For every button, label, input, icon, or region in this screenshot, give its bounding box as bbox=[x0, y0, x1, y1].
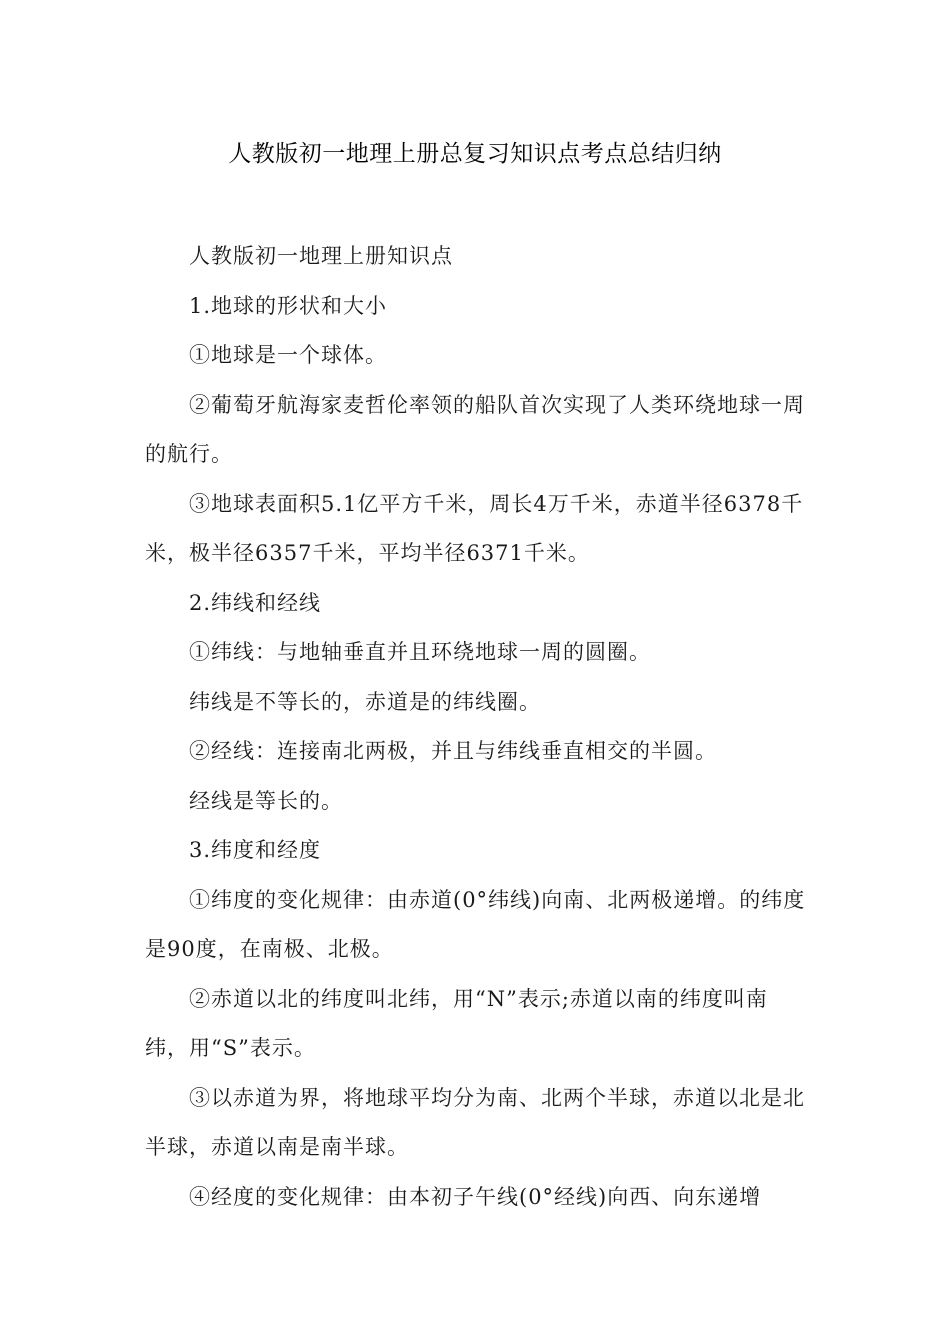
document-title: 人教版初一地理上册总复习知识点考点总结归纳 bbox=[228, 141, 722, 167]
paragraph: ②葡萄牙航海家麦哲伦率领的船队首次实现了人类环绕地球一周的航行。 bbox=[145, 392, 805, 466]
section-heading-1: 1.地球的形状和大小 bbox=[189, 293, 388, 318]
paragraph: ③以赤道为界，将地球平均分为南、北两个半球，赤道以北是北半球，赤道以南是南半球。 bbox=[145, 1085, 805, 1159]
paragraph: ④经度的变化规律：由本初子午线(0°经线)向西、向东递增 bbox=[189, 1184, 762, 1209]
paragraph: ①地球是一个球体。 bbox=[189, 343, 387, 367]
paragraph-subtitle: 人教版初一地理上册知识点 bbox=[189, 244, 453, 268]
section-heading-3: 3.纬度和经度 bbox=[189, 838, 322, 862]
document-body bbox=[145, 232, 807, 1222]
paragraph: ①纬线：与地轴垂直并且环绕地球一周的圆圈。 bbox=[189, 640, 651, 664]
section-heading-2: 2.纬线和经线 bbox=[189, 590, 322, 615]
paragraph: 经线是等长的。 bbox=[189, 788, 343, 813]
paragraph: ①纬度的变化规律：由赤道(0°纬线)向南、北两极递增。的纬度是90度，在南极、北极。 bbox=[145, 887, 806, 961]
paragraph: ②经线：连接南北两极，并且与纬线垂直相交的半圆。 bbox=[189, 739, 717, 763]
paragraph: ③地球表面积5.1亿平方千米，周长4万千米，赤道半径6378千米，极半径6357千米，平均半径6371千米。 bbox=[145, 491, 804, 565]
paragraph: 纬线是不等长的，赤道是的纬线圈。 bbox=[189, 689, 541, 714]
paragraph: ②赤道以北的纬度叫北纬，用“N”表示;赤道以南的纬度叫南纬，用“S”表示。 bbox=[145, 986, 768, 1060]
